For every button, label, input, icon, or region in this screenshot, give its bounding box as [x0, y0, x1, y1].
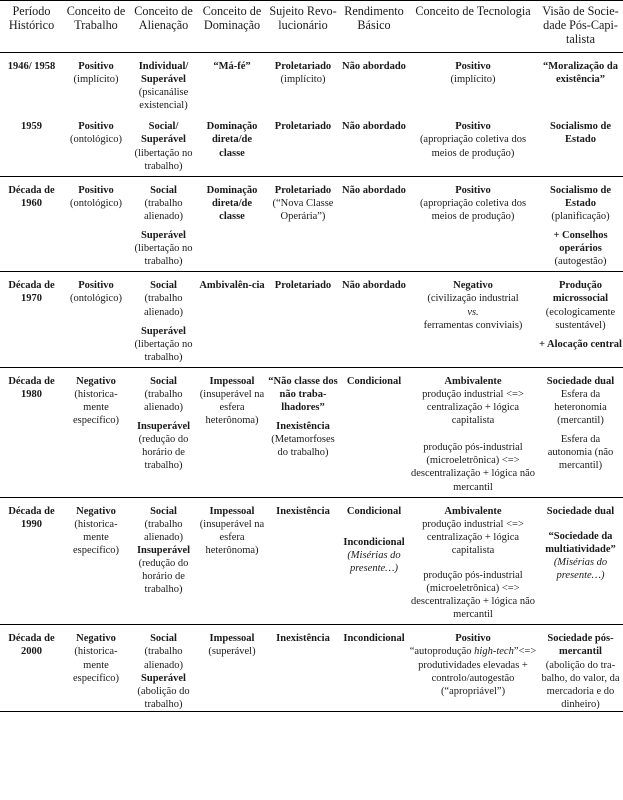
cell-trabalho: Negativo (historica-mente específico): [72, 633, 120, 684]
cell-periodo: 1959: [0, 112, 63, 176]
table-row: [0, 367, 623, 497]
cell-trabalho: Positivo (ontológico): [63, 272, 129, 368]
cell-trabalho: Positivo (ontológico): [63, 112, 129, 176]
cell-dominacao: “Má-fé”: [213, 61, 251, 72]
cell-sujeito: Proletariado: [266, 112, 340, 176]
cell-alienacao: Social (trabalho alienado) Insuperável (redução do horário de trabalho): [129, 367, 198, 497]
cell-alienacao: Social (trabalho alienado) Superável (abolição do trabalho): [137, 633, 190, 710]
header-trabalho: Conceito de Trabalho: [63, 1, 129, 53]
cell-alienacao: Social (trabalho alienado) Insuperável (redução do horário de trabalho): [129, 497, 198, 625]
cell-alienacao: Social/ Superável (libertação no trabalho): [129, 112, 198, 176]
cell-periodo: Década de 1970: [0, 272, 63, 368]
table-row: [0, 497, 623, 625]
header-dominacao: Conceito de Dominação: [198, 1, 266, 53]
cell-alienacao: Social (trabalho alienado) Superável (libertação no trabalho): [129, 176, 198, 272]
header-row: [0, 1, 623, 53]
cell-tecnologia: Ambivalente produção industrial <=> centralização + lógica capitalista produção pós-industrial (microeletrônica) <=> descentralização + lógica não mercantil: [408, 367, 538, 497]
cell-tecnologia: Ambivalente produção industrial <=> centralização + lógica capitalista produção pós-industrial (microeletrônica) <=> descentralização + lógica não mercantil: [408, 497, 538, 625]
cell-sujeito: Proletariado: [266, 272, 340, 368]
table-row: [0, 272, 623, 368]
cell-sujeito: Inexistência: [266, 497, 340, 625]
cell-visao: Produção microssocial (ecologicamente sustentável) + Alocação central: [538, 272, 623, 368]
table-row: [0, 53, 623, 113]
cell-trabalho: Negativo (historica-mente específico): [63, 367, 129, 497]
cell-dominacao: Ambivalên-cia: [198, 272, 266, 368]
cell-visao: Sociedade dual “Sociedade da multiatividade” (Misérias do presente…): [538, 497, 623, 625]
cell-sujeito: Proletariado (“Nova Classe Operária”): [266, 176, 340, 272]
header-visao: Visão de Socie-dade Pós-Capi-talista: [538, 1, 623, 53]
cell-periodo: Década de 1960: [0, 176, 63, 272]
cell-alienacao: Individual/ Superável (psicanálise existencial): [138, 61, 189, 112]
cell-tecnologia: Positivo (apropriação coletiva dos meios de produção): [408, 112, 538, 176]
cell-visao: Socialismo de Estado: [538, 112, 623, 176]
cell-rendimento: Incondicional: [343, 633, 405, 645]
table-row: [0, 112, 623, 176]
cell-dominacao: Dominação direta/de classe: [198, 112, 266, 176]
cell-tecnologia: Positivo “autoprodução high-tech”<=> produtividades elevadas + controlo/autogestão (“apropriável”): [409, 633, 537, 697]
cell-tecnologia: Positivo (implícito): [450, 61, 496, 86]
cell-dominacao: Impessoal (superável): [208, 633, 256, 658]
cell-rendimento: Condicional Incondicional (Misérias do presente…): [340, 497, 408, 625]
header-periodo: Período Histórico: [0, 1, 63, 53]
table-row: [0, 625, 623, 712]
cell-visao: Sociedade pós-mercantil (abolição do tra-balho, do valor, da mercadoria e do dinheiro): [541, 633, 620, 710]
cell-rendimento: Não abordado: [340, 176, 408, 272]
cell-visao: Socialismo de Estado (planificação) + Conselhos operários (autogestão): [538, 176, 623, 272]
cell-sujeito: “Não classe dos não traba-lhadores” Inexistência (Metamorfoses do trabalho): [266, 367, 340, 497]
cell-tecnologia: Positivo (apropriação coletiva dos meios de produção): [408, 176, 538, 272]
cell-periodo: Década de 2000: [8, 633, 55, 658]
cell-trabalho: Positivo (implícito): [73, 61, 119, 86]
cell-visao: Sociedade dual Esfera da heteronomia (mercantil) Esfera da autonomia (não mercantil): [538, 367, 623, 497]
cell-visao: “Moralização da existência”: [543, 61, 618, 86]
cell-dominacao: Dominação direta/de classe: [198, 176, 266, 272]
cell-rendimento: Não abordado: [340, 112, 408, 176]
cell-periodo: Década de 1990: [0, 497, 63, 625]
cell-sujeito: Proletariado (implícito): [274, 61, 332, 86]
header-rendimento: Rendimento Básico: [340, 1, 408, 53]
cell-alienacao: Social (trabalho alienado) Superável (libertação no trabalho): [129, 272, 198, 368]
cell-rendimento: Não abordado: [342, 61, 406, 72]
header-alienacao: Conceito de Alienação: [129, 1, 198, 53]
header-tecnologia: Conceito de Tecnologia: [408, 1, 538, 53]
cell-rendimento: Não abordado: [340, 272, 408, 368]
cell-dominacao: Impessoal (insuperável na esfera heterônoma): [198, 497, 266, 625]
cell-tecnologia: Negativo (civilização industrial vs. ferramentas conviviais): [408, 272, 538, 368]
cell-sujeito: Inexistência: [276, 633, 330, 645]
header-sujeito: Sujeito Revo-lucionário: [266, 1, 340, 53]
cell-periodo: Década de 1980: [0, 367, 63, 497]
cell-rendimento: Condicional: [340, 367, 408, 497]
cell-trabalho: Negativo (historica-mente específico): [63, 497, 129, 625]
cell-trabalho: Positivo (ontológico): [63, 176, 129, 272]
cell-dominacao: Impessoal (insuperável na esfera heterônoma): [198, 367, 266, 497]
table-row: [0, 176, 623, 272]
cell-periodo: 1946/ 1958: [7, 61, 56, 72]
